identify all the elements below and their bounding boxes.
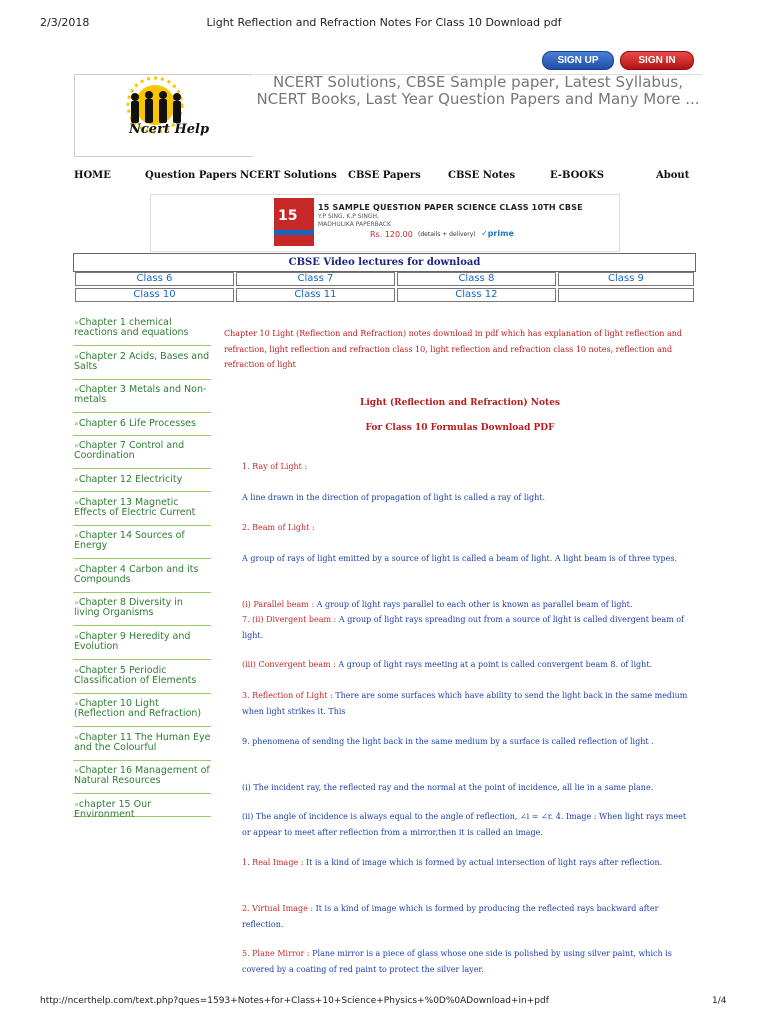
sidebar-item[interactable] bbox=[73, 351, 211, 380]
arrow-icon: » bbox=[74, 497, 79, 507]
virtual-image-label: 2. Virtual Image : bbox=[242, 904, 314, 913]
arrow-icon: » bbox=[74, 385, 79, 395]
sidebar-item-label: Chapter 1 chemical reactions and equations bbox=[74, 317, 189, 338]
sidebar-item-label: Chapter 13 Magnetic Effects of Electric Current bbox=[74, 496, 196, 518]
signin-button[interactable]: SIGN IN bbox=[620, 51, 694, 70]
divergent-beam-desc: A group of light rays spreading out from a source of light is called divergent beam of light. bbox=[242, 615, 684, 640]
sidebar-item-label: Chapter 14 Sources of Energy bbox=[74, 530, 185, 552]
sidebar-item[interactable] bbox=[73, 798, 211, 820]
ray-of-light-title bbox=[242, 459, 694, 475]
nav-home[interactable]: HOME bbox=[74, 170, 111, 181]
intro-text: Chapter 10 Light (Reflection and Refraction) notes download in pdf which has explanation of light reflection and refraction, light reflection and refraction class 10, light reflection and refraction class 10 notes, reflection and refraction of light bbox=[224, 329, 683, 369]
arrow-icon: » bbox=[74, 699, 79, 709]
sidebar-item-label: Chapter 12 Electricity bbox=[78, 473, 183, 485]
print-page-number: 1/4 bbox=[712, 996, 727, 1006]
nav-cbse-papers[interactable]: CBSE Papers bbox=[348, 170, 421, 181]
class-7-link[interactable]: Class 7 bbox=[236, 272, 395, 286]
ray-of-light-text: A line drawn in the direction of propagation of light is called a ray of light. bbox=[242, 493, 546, 502]
sidebar-item[interactable] bbox=[73, 317, 211, 346]
reflection-desc: There are some surfaces which have ability to send the light back in the same medium when light strikes it. This bbox=[242, 691, 688, 716]
reflection-text bbox=[242, 688, 694, 719]
sidebar-item[interactable] bbox=[73, 440, 211, 469]
ad-delivery-link[interactable]: (details + delivery) bbox=[418, 231, 476, 238]
book-number: 15 bbox=[278, 208, 298, 224]
reflection-phenomena-text: 9. phenomena of sending the light back in the same medium by a surface is called reflection of light . bbox=[242, 737, 654, 746]
sidebar-item[interactable] bbox=[73, 497, 211, 526]
logo-text: Ncert Help bbox=[129, 122, 210, 137]
sidebar-item-label: Chapter 10 Light (Reflection and Refraction) bbox=[74, 698, 202, 720]
sidebar-item[interactable] bbox=[73, 732, 211, 761]
convergent-beam-text bbox=[242, 657, 694, 673]
real-image-label: 1. Real Image : bbox=[242, 858, 304, 867]
sidebar-item-label: Chapter 7 Control and Coordination bbox=[74, 440, 185, 462]
article-intro bbox=[224, 326, 696, 373]
arrow-icon: » bbox=[74, 631, 79, 641]
divergent-beam-text bbox=[242, 612, 694, 643]
nav-question-papers[interactable]: Question Papers bbox=[145, 170, 237, 181]
chapter-sidebar bbox=[73, 317, 211, 822]
sidebar-item-label: Chapter 9 Heredity and Evolution bbox=[74, 630, 191, 652]
arrow-icon: » bbox=[74, 418, 79, 428]
article-heading-1: Light (Reflection and Refraction) Notes bbox=[360, 398, 560, 408]
arrow-icon: » bbox=[74, 474, 79, 484]
sidebar-item-label: Chapter 5 Periodic Classification of Elements bbox=[74, 664, 197, 686]
ad-price: Rs. 120.00 bbox=[370, 230, 413, 239]
real-image-text bbox=[242, 855, 694, 871]
arrow-icon: » bbox=[74, 564, 79, 574]
logo-image bbox=[75, 75, 253, 156]
arrow-icon: » bbox=[74, 531, 79, 541]
article-heading-2: For Class 10 Formulas Download PDF bbox=[365, 423, 555, 433]
arrow-icon: » bbox=[74, 598, 79, 608]
sidebar-item-label: Chapter 2 Acids, Bases and Salts bbox=[74, 350, 210, 372]
sidebar-item[interactable] bbox=[73, 765, 211, 794]
class-12-link[interactable]: Class 12 bbox=[397, 288, 556, 302]
class-11-link[interactable]: Class 11 bbox=[236, 288, 395, 302]
sidebar-item[interactable] bbox=[73, 474, 211, 492]
arrow-icon: » bbox=[74, 441, 79, 451]
sidebar-item-label: Chapter 3 Metals and Non-metals bbox=[74, 384, 207, 406]
convergent-beam-desc: A group of light rays meeting at a point is called convergent beam 8. of light. bbox=[335, 660, 653, 669]
parallel-beam-desc: A group of light rays parallel to each other is known as parallel beam of light. bbox=[314, 600, 633, 609]
law-two-text: (ii) The angle of incidence is always equal to the angle of reflection, ∠i = ∠r. 4. Image : When light rays meet or appear to meet after reflection from a mirror,then it is called an image. bbox=[242, 812, 687, 837]
class-9-link[interactable]: Class 9 bbox=[558, 272, 694, 286]
nav-ncert-solutions[interactable]: NCERT Solutions bbox=[240, 170, 337, 181]
book-cover-image[interactable] bbox=[274, 198, 314, 246]
print-date: 2/3/2018 bbox=[40, 16, 90, 29]
virtual-image-desc: It is a kind of image which is formed by producing the reflected rays backward after reflection. bbox=[242, 904, 659, 929]
ray-of-light-label: 1. Ray of Light : bbox=[242, 462, 308, 471]
beam-of-light-text: A group of rays of light emitted by a source of light is called a beam of light. A light beam is of three types. bbox=[242, 554, 678, 563]
sidebar-item[interactable] bbox=[73, 631, 211, 660]
law-one-text: (i) The incident ray, the reflected ray and the normal at the point of incidence, all lie in a same plane. bbox=[242, 783, 654, 792]
sidebar-item-label: Chapter 16 Management of Natural Resources bbox=[74, 765, 210, 787]
plane-mirror-desc: Plane mirror is a piece of glass whose one side is polished by using silver paint, which is covered by a coating of red paint to protect the silver layer. bbox=[242, 949, 672, 974]
table-row bbox=[75, 272, 694, 286]
sidebar-item[interactable] bbox=[73, 564, 211, 593]
sidebar-item-label: Chapter 11 The Human Eye and the Colourful bbox=[74, 731, 211, 753]
divergent-beam-label: 7. (ii) Divergent beam : bbox=[242, 615, 337, 624]
ad-authors: Y.P SING, K.P SINGH, MADHULIKA PAPERBACK bbox=[318, 213, 391, 228]
signup-button[interactable]: SIGN UP bbox=[542, 51, 614, 70]
print-footer-url: http://ncerthelp.com/text.php?ques=1593+Notes+for+Class+10+Science+Physics+%0D%0ADownload+in+pdf bbox=[40, 996, 549, 1006]
class-8-link[interactable]: Class 8 bbox=[397, 272, 556, 286]
beam-of-light-title bbox=[242, 520, 694, 536]
sidebar-item[interactable] bbox=[73, 665, 211, 694]
print-title: Light Reflection and Refraction Notes For Class 10 Download pdf bbox=[206, 16, 562, 29]
empty-cell bbox=[558, 288, 694, 302]
parallel-beam-label: (i) Parallel beam : bbox=[242, 600, 315, 609]
ad-title[interactable]: 15 SAMPLE QUESTION PAPER SCIENCE CLASS 10TH CBSE bbox=[318, 203, 583, 212]
nav-about[interactable]: About bbox=[656, 170, 690, 181]
nav-ebooks[interactable]: E-BOOKS bbox=[550, 170, 604, 181]
sidebar-item[interactable] bbox=[73, 530, 211, 559]
cbse-video-link[interactable]: CBSE Video lectures for download bbox=[73, 253, 696, 272]
virtual-image-text bbox=[242, 901, 694, 932]
arrow-icon: » bbox=[74, 766, 79, 776]
book-cover-strip bbox=[274, 230, 314, 235]
class-links-table bbox=[73, 270, 696, 304]
arrow-icon: » bbox=[74, 318, 79, 327]
sidebar-item-label: Chapter 4 Carbon and its Compounds bbox=[74, 563, 199, 585]
arrow-icon: » bbox=[74, 665, 79, 675]
sidebar-item[interactable] bbox=[73, 698, 211, 727]
sidebar-item-label: chapter 15 Our Environment bbox=[74, 798, 152, 820]
reflection-label: 3. Reflection of Light : bbox=[242, 691, 333, 700]
beam-of-light-label: 2. Beam of Light : bbox=[242, 523, 315, 532]
sidebar-item-label: Chapter 6 Life Processes bbox=[78, 417, 196, 429]
class-6-link[interactable]: Class 6 bbox=[75, 272, 234, 286]
nav-cbse-notes[interactable]: CBSE Notes bbox=[448, 170, 516, 181]
class-10-link[interactable]: Class 10 bbox=[75, 288, 234, 302]
prime-text: prime bbox=[487, 229, 514, 238]
sidebar-item[interactable] bbox=[73, 418, 211, 436]
sidebar-item[interactable] bbox=[73, 384, 211, 413]
arrow-icon: » bbox=[74, 351, 79, 361]
real-image-desc: It is a kind of image which is formed by actual intersection of light rays after reflection. bbox=[303, 858, 663, 867]
arrow-icon: » bbox=[74, 799, 79, 809]
convergent-beam-label: (iii) Convergent beam : bbox=[242, 660, 336, 669]
arrow-icon: » bbox=[74, 732, 79, 742]
sidebar-item-label: Chapter 8 Diversity in living Organisms bbox=[74, 597, 183, 619]
plane-mirror-label: 5. Plane Mirror : bbox=[242, 949, 310, 958]
sidebar-item[interactable] bbox=[73, 597, 211, 626]
plane-mirror-text bbox=[242, 946, 694, 977]
table-row bbox=[75, 288, 694, 302]
site-logo[interactable] bbox=[74, 74, 253, 157]
prime-logo: ✓prime bbox=[481, 229, 514, 238]
site-tagline: NCERT Solutions, CBSE Sample paper, Latest Syllabus, NCERT Books, Last Year Question Papers and Many More ... bbox=[256, 73, 700, 108]
parallel-beam-text bbox=[242, 597, 694, 613]
